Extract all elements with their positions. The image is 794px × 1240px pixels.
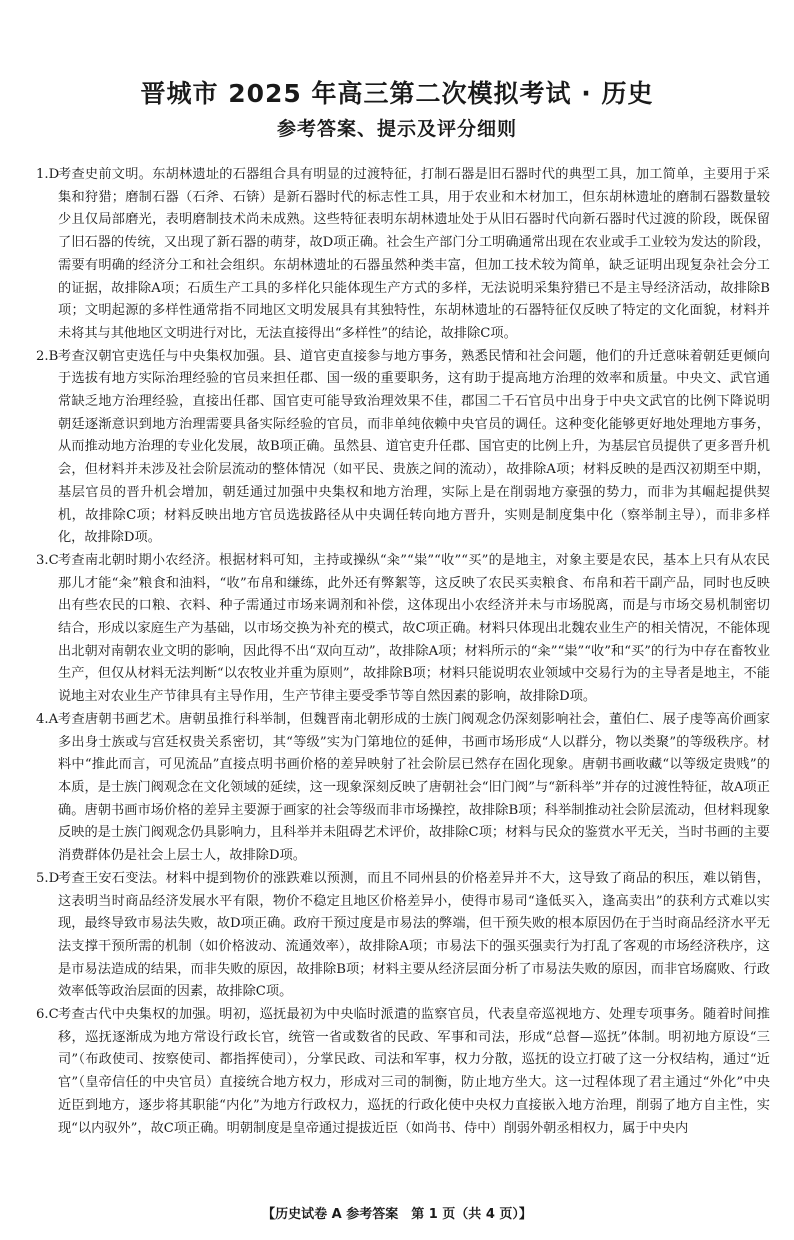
answer-number: 4.A: [36, 711, 59, 727]
answer-item: [36, 550, 770, 709]
answer-item: [36, 709, 770, 868]
page-title: 晋城市 2025 年高三第二次模拟考试 · 历史: [140, 79, 654, 108]
answer-item: [36, 1004, 770, 1140]
answer-text: 考查史前文明。东胡林遗址的石器组合具有明显的过渡特征，打制石器是旧石器时代的典型工具，加工简单，主要用于采集和狩猎；磨制石器（石斧、石锛）是新石器时代的标志性工具，用于农业和木材加工，但东胡林遗址的磨制石器数量较少且仅局部磨光，表明磨制技术尚未成熟。这些特征表明东胡林遗址处于从旧石器时代向新石器时代过渡的阶段，既保留了旧石器的传统，又出现了新石器的萌芽，故D项正确。社会生产部门分工明确通常出现在农业或手工业较为发达的阶段，需要有明确的经济分工和社会组织。东胡林遗址的石器虽然种类丰富，但加工技术较为简单，缺乏证明出现复杂社会分工的证据，故排除A项；石质生产工具的多样化只能体现生产方式的多样，无法说明采集狩猎已不是主导经济活动，故排除B项；文明起源的多样性通常指不同地区文明发展具有其独特性，东胡林遗址的石器特征仅反映了特定的文化面貌，材料并未将其与其他地区文明进行对比，无法直接得出“多样性”的结论，故排除C项。: [58, 167, 770, 341]
answer-text: 考查王安石变法。材料中提到物价的涨跌难以预测，而且不同州县的价格差异并不大，这导致了商品的积压，难以销售，这表明当时商品经济发展水平有限，物价不稳定且地区价格差异小，使得市易司“逢低买入，逢高卖出”的获利方式难以实现，最终导致市易法失败，故D项正确。政府干预过度是市易法的弊端，但干预失败的根本原因仍在于当时商品经济水平无法支撑干预所需的机制（如价格波动、流通效率），故排除A项；市易法下的强买强卖行为打乱了客观的市场经济秩序，这是市易法造成的结果，而非失败的原因，故排除B项；材料主要从经济层面分析了市易法失败的原因，而非官场腐败、行政效率低等政治层面的因素，故排除C项。: [58, 870, 770, 1000]
answer-number: 6.C: [36, 1007, 59, 1023]
answer-text: 考查古代中央集权的加强。明初，巡抚最初为中央临时派遣的监察官员，代表皇帝巡视地方、处理专项事务。随着时间推移，巡抚逐渐成为地方常设行政长官，统管一省或数省的民政、军事和司法，形成“总督—巡抚”体制。明初地方原设“三司”（布政使司、按察使司、都指挥使司），分掌民政、司法和军事，权力分散，巡抚的设立打破了这一分权结构，通过“近官”（皇帝信任的中央官员）直接统合地方权力，形成对三司的制衡，防止地方坐大。这一过程体现了君主通过“外化”中央近臣到地方，逐步将其职能“内化”为地方行政权力，巡抚的行政化使中央权力直接嵌入地方治理，削弱了地方自主性，实现“以内驭外”，故C项正确。明朝制度是皇帝通过提拔近臣（如尚书、侍中）削弱外朝丞相权力，属于中央内: [58, 1007, 770, 1136]
page-subtitle: 参考答案、提示及评分细则: [276, 118, 517, 140]
answer-number: 5.D: [36, 870, 60, 886]
answer-list: [36, 164, 770, 1140]
answer-text: 考查南北朝时期小农经济。根据材料可知，主持或操纵“籴”“粜”“收”“买”的是地主，对象主要是农民，基本上只有从农民那儿才能“籴”粮食和油料，“收”布帛和缣练，此外还有弊絮等，这反映了农民买卖粮食、布帛和若干副产品，同时也反映出有些农民的口粮、衣料、种子需通过市场来调剂和补偿，这体现出小农经济并未与市场脱离，而是与市场交易机制密切结合，形成以家庭生产为基础，以市场交换为补充的模式，故C项正确。材料只体现出北魏农业生产的相关情况，不能体现出北朝对南朝农业文明的影响，因此得不出“双向互动”，故排除A项；材料所示的“籴”“粜”“收”和“买”的行为中存在畜牧业生产，但仅从材料无法判断“以农牧业并重为原则”，故排除B项；材料只能说明农业领域中交易行为的主导者是地主，不能说地主对农业生产节律具有主导作用，生产节律主要受季节等自然因素的影响，故排除D项。: [58, 552, 771, 705]
answer-number: 2.B: [36, 348, 59, 364]
answer-number: 1.D: [36, 167, 60, 182]
answer-item: [36, 868, 770, 1004]
answer-number: 3.C: [36, 552, 59, 568]
answer-text: 考查汉朝官吏选任与中央集权加强。县、道官吏直接参与地方事务，熟悉民情和社会问题，他们的升迁意味着朝廷更倾向于选拔有地方实际治理经验的官员来担任郡、国一级的重要职务，这有助于提高地方治理的效率和质量。中央文、武官通常缺乏地方治理经验，直接出任郡、国官吏可能导致治理效果不佳，郡国二千石官员中出身于中央文武官的比例下降说明朝廷逐渐意识到地方治理需要具备实际经验的官员，而非单纯依赖中央官员的调任。这种变化能够更好地处理地方事务，从而推动地方治理的专业化发展，故B项正确。虽然县、道官吏升任郡、国官吏的比例上升，为基层官员提供了更多晋升机会，但材料并未涉及社会阶层流动的整体情况（如平民、贵族之间的流动），故排除A项；材料反映的是西汉初期至中期，基层官员的晋升机会增加，朝廷通过加强中央集权和地方治理，实际上是在削弱地方豪强的势力，而非为其崛起提供契机，故排除C项；材料反映出地方官员选拔路径从中央调任转向地方晋升，实则是制度集中化（察举制主导），而非多样化，故排除D项。: [58, 348, 770, 546]
answer-item: [36, 346, 770, 550]
page-footer: 【历史试卷 A 参考答案 第 1 页（共 4 页）】: [262, 1207, 532, 1222]
answer-text: 考查唐朝书画艺术。唐朝虽推行科举制，但魏晋南北朝形成的士族门阀观念仍深刻影响社会，董伯仁、展子虔等高价画家多出身士族或与宫廷权贵关系密切，其“等级”实为门第地位的延伸，书画市场形成“人以群分，物以类聚”的等级秩序。材料中“推此而言，可见流品”直接点明书画价格的差异映射了社会阶层已然存在固化现象。唐朝书画收藏“以等级定贵贱”的本质，是士族门阀观念在文化领域的延续，这一现象深刻反映了唐朝社会“旧门阀”与“新科举”并存的过渡性特征，故A项正确。唐朝书画市场价格的差异主要源于画家的社会等级而非市场操控，故排除B项；科举制推动社会阶层流动，但材料现象反映的是士族门阀观念仍具影响力，且科举并未阻碍艺术评价，故排除C项；材料与民众的鉴赏水平无关，当时书画的主要消费群体仍是社会上层士人，故排除D项。: [58, 711, 770, 864]
answer-item: [36, 164, 770, 346]
